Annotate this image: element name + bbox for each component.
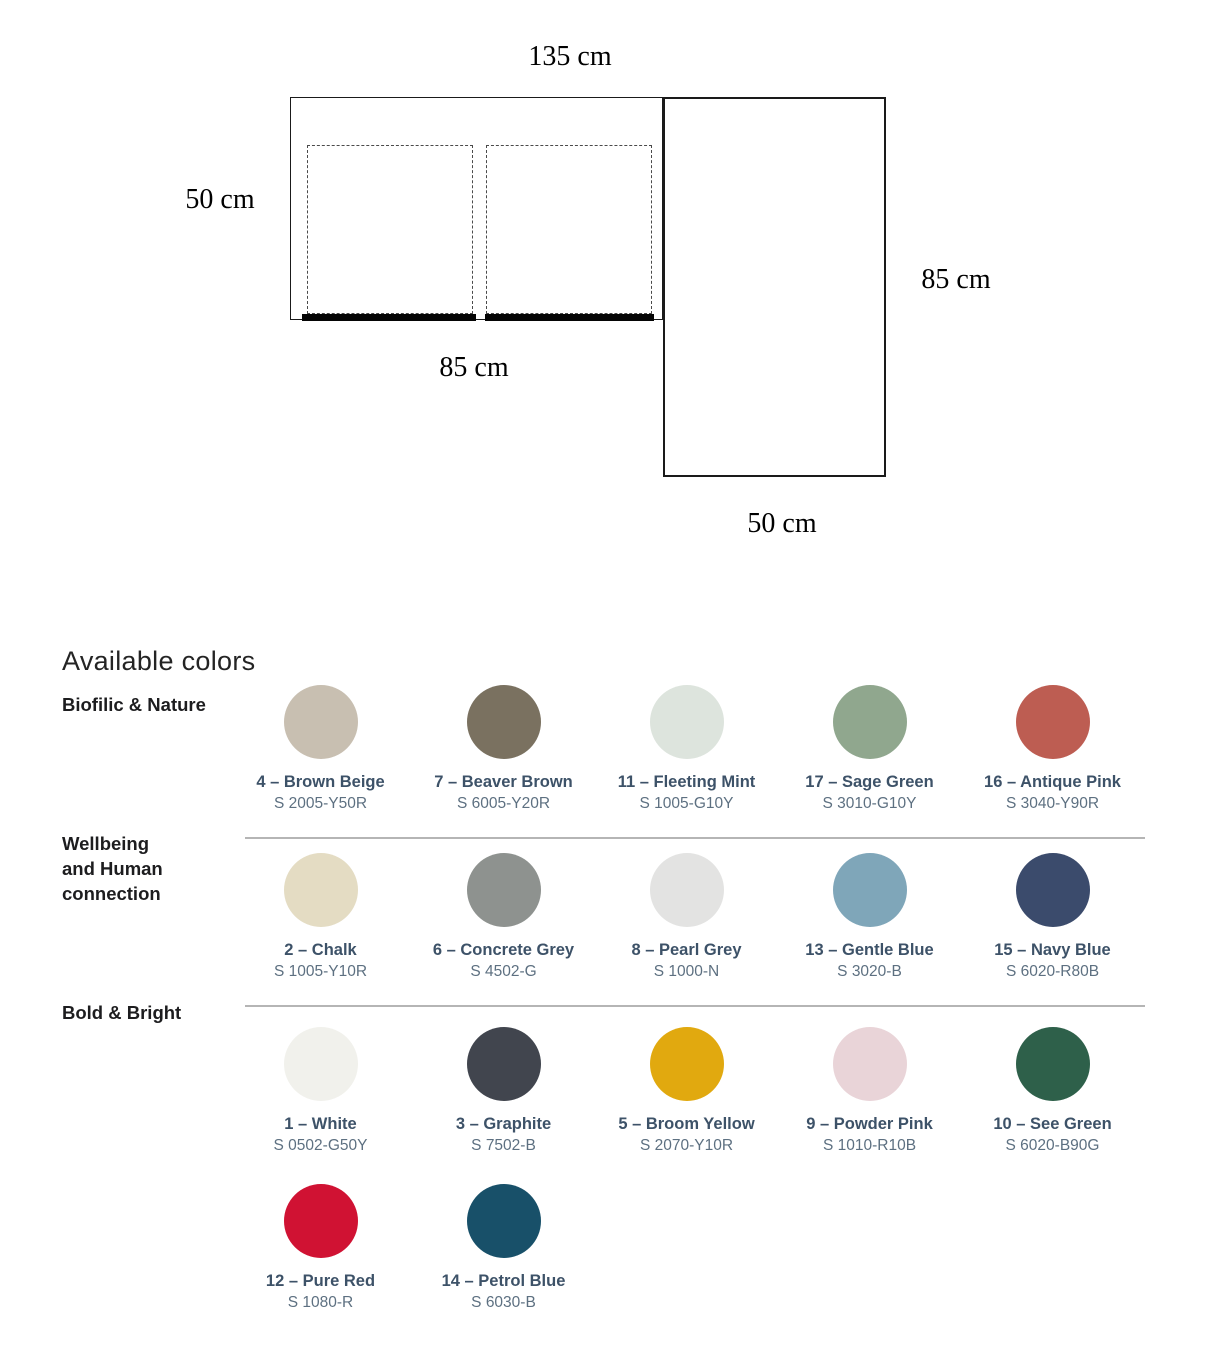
color-swatch-code: S 1005-G10Y: [639, 795, 734, 812]
color-swatch-name: 14 – Petrol Blue: [441, 1272, 566, 1290]
dim-label-left-height: 50 cm: [185, 184, 255, 215]
color-swatch-circle: [650, 685, 724, 759]
color-group-label: [62, 692, 206, 717]
dim-label-bottom-inner-width: 85 cm: [439, 352, 509, 383]
color-swatch-name: 1 – White: [284, 1115, 357, 1133]
color-swatch: [595, 853, 778, 981]
dim-label-top-width: 135 cm: [528, 41, 612, 72]
color-swatch-circle: [833, 685, 907, 759]
color-swatch-name: 5 – Broom Yellow: [618, 1115, 755, 1133]
color-group-label: [62, 1000, 181, 1025]
color-swatch-code: S 1000-N: [653, 963, 720, 980]
color-swatch-circle: [650, 1027, 724, 1101]
color-swatch: [595, 685, 778, 813]
color-swatch-circle: [284, 1027, 358, 1101]
color-swatch-circle: [284, 1184, 358, 1258]
color-swatch-name: 6 – Concrete Grey: [432, 941, 575, 959]
color-swatch: [229, 1184, 412, 1312]
color-swatch-name: 11 – Fleeting Mint: [617, 773, 756, 791]
group-divider: [245, 1005, 1145, 1007]
color-swatch-code: S 0502-G50Y: [273, 1137, 368, 1154]
color-swatch-circle: [467, 685, 541, 759]
color-swatch: [961, 685, 1144, 813]
side-panel-outline: [663, 97, 886, 477]
color-swatch-name: 16 – Antique Pink: [984, 773, 1121, 791]
color-swatch-circle: [1016, 853, 1090, 927]
color-swatch-circle: [1016, 685, 1090, 759]
dashed-module-left: [307, 145, 473, 314]
color-swatch-circle: [1016, 1027, 1090, 1101]
color-swatch-name: 10 – See Green: [993, 1115, 1112, 1133]
color-swatch: [961, 853, 1144, 981]
color-group-label-line: Biofilic & Nature: [62, 694, 206, 715]
color-swatch-name: 12 – Pure Red: [265, 1272, 376, 1290]
color-swatch: [229, 1027, 412, 1155]
mount-bar-right: [485, 314, 654, 321]
color-swatch-name: 4 – Brown Beige: [256, 773, 385, 791]
color-swatch-name: 9 – Powder Pink: [806, 1115, 933, 1133]
color-swatch: [412, 685, 595, 813]
color-swatch-circle: [284, 853, 358, 927]
color-swatch-circle: [833, 853, 907, 927]
color-swatch-code: S 1005-Y10R: [273, 963, 368, 980]
color-swatch-name: 17 – Sage Green: [805, 773, 934, 791]
color-swatch: [961, 1027, 1144, 1155]
available-colors-title: Available colors: [62, 646, 256, 676]
color-swatch-circle: [650, 853, 724, 927]
group-divider: [245, 837, 1145, 839]
color-swatch-name: 8 – Pearl Grey: [631, 941, 742, 959]
color-group-label-line: connection: [62, 883, 161, 904]
color-group-label-line: and Human: [62, 858, 163, 879]
color-swatch: [778, 685, 961, 813]
color-swatch: [595, 1027, 778, 1155]
color-swatch-code: S 1080-R: [287, 1294, 354, 1311]
color-swatch: [412, 1027, 595, 1155]
dim-label-right-height: 85 cm: [921, 264, 991, 295]
color-swatch-code: S 2070-Y10R: [639, 1137, 734, 1154]
color-swatch-circle: [284, 685, 358, 759]
color-swatch-circle: [467, 1027, 541, 1101]
color-swatch-circle: [467, 853, 541, 927]
color-swatch-code: S 3010-G10Y: [822, 795, 917, 812]
color-swatch-code: S 6005-Y20R: [456, 795, 551, 812]
color-group-label: [62, 831, 163, 906]
color-swatch-circle: [833, 1027, 907, 1101]
color-swatch: [412, 853, 595, 981]
color-swatch-code: S 1010-R10B: [822, 1137, 917, 1154]
dashed-module-right: [486, 145, 652, 314]
color-swatch: [778, 1027, 961, 1155]
color-swatch-code: S 6030-B: [471, 1294, 536, 1311]
color-group-label-line: Wellbeing: [62, 833, 150, 854]
color-swatch-name: 15 – Navy Blue: [994, 941, 1111, 959]
color-swatch-name: 7 – Beaver Brown: [434, 773, 573, 791]
color-swatch-name: 3 – Graphite: [455, 1115, 552, 1133]
color-swatch-code: S 6020-B90G: [1005, 1137, 1100, 1154]
color-swatch: [229, 853, 412, 981]
color-swatch-code: S 2005-Y50R: [273, 795, 368, 812]
color-swatch: [229, 685, 412, 813]
color-swatch: [412, 1184, 595, 1312]
color-swatch: [778, 853, 961, 981]
color-swatch-code: S 6020-R80B: [1005, 963, 1100, 980]
color-group-label-line: Bold & Bright: [62, 1002, 182, 1023]
color-swatch-code: S 3020-B: [837, 963, 902, 980]
color-swatch-name: 2 – Chalk: [284, 941, 357, 959]
color-swatch-name: 13 – Gentle Blue: [805, 941, 934, 959]
color-swatch-code: S 7502-B: [471, 1137, 536, 1154]
color-swatch-code: S 4502-G: [470, 963, 537, 980]
dim-label-bottom-right-width: 50 cm: [747, 508, 817, 539]
color-swatch-circle: [467, 1184, 541, 1258]
color-swatch-code: S 3040-Y90R: [1005, 795, 1100, 812]
mount-bar-left: [302, 314, 476, 321]
